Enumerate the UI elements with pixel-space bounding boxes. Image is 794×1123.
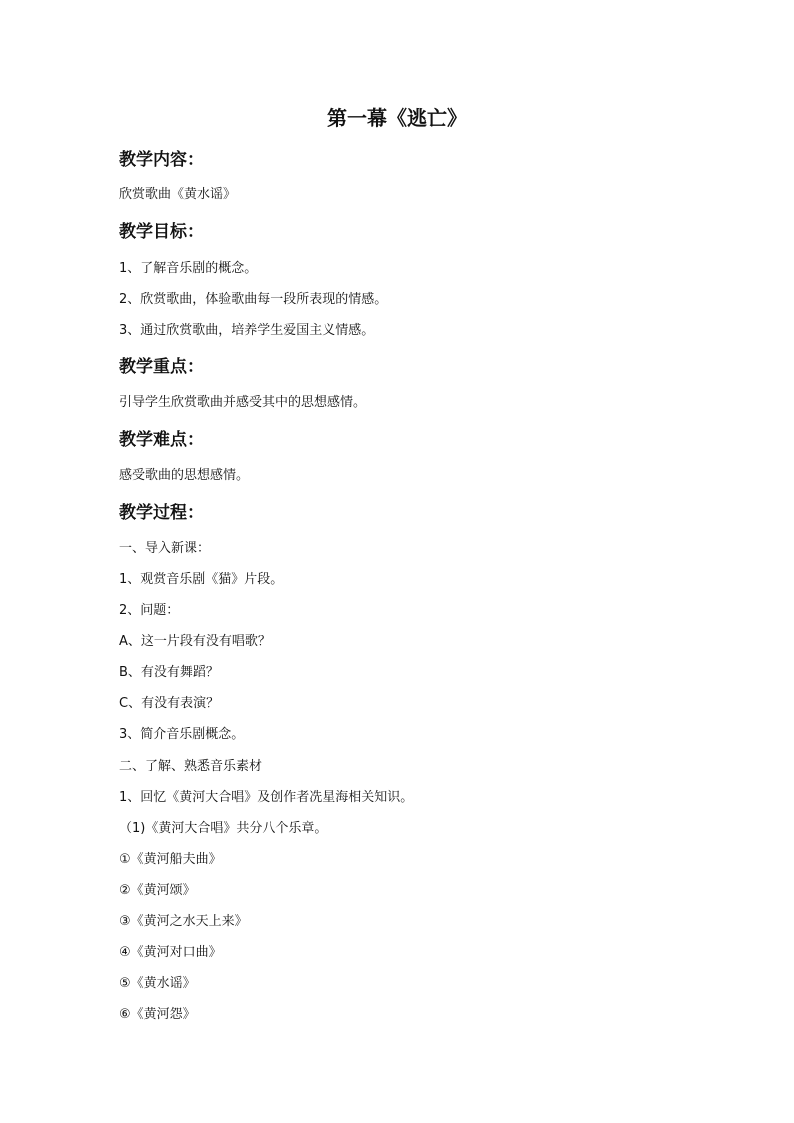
page-title: 第一幕《逃亡》 (327, 106, 467, 130)
key-points-text: 引导学生欣赏歌曲并感受其中的思想感情。 (119, 395, 367, 410)
heading-teaching-difficulties: 教学难点： (119, 430, 204, 450)
goal-item-1: 1、了解音乐剧的概念。 (119, 261, 258, 276)
process-line: ④《黄河对口曲》 (119, 945, 222, 960)
goal-item-2: 2、欣赏歌曲，体验歌曲每一段所表现的情感。 (119, 292, 388, 307)
process-line: 1、回忆《黄河大合唱》及创作者冼星海相关知识。 (119, 790, 414, 805)
process-line: 2、问题： (119, 603, 180, 618)
heading-teaching-process: 教学过程： (119, 503, 204, 523)
heading-teaching-key-points: 教学重点： (119, 357, 204, 377)
goal-item-3: 3、通过欣赏歌曲，培养学生爱国主义情感。 (119, 323, 375, 338)
process-line: C、有没有表演？ (119, 696, 220, 711)
process-line: ①《黄河船夫曲》 (119, 852, 222, 867)
heading-teaching-goals: 教学目标： (119, 222, 204, 242)
process-line: ⑥《黄河怨》 (119, 1007, 196, 1022)
process-line: ②《黄河颂》 (119, 883, 196, 898)
process-line: B、有没有舞蹈？ (119, 665, 219, 680)
process-line: 一、导入新课： (119, 541, 211, 556)
process-line: 3、简介音乐剧概念。 (119, 727, 245, 742)
process-line: ⑤《黄水谣》 (119, 976, 196, 991)
process-line: 二、了解、熟悉音乐素材 (119, 759, 263, 774)
difficulties-text: 感受歌曲的思想感情。 (119, 468, 250, 483)
process-line: 1、观赏音乐剧《猫》片段。 (119, 572, 284, 587)
teaching-content-text: 欣赏歌曲《黄水谣》 (119, 187, 237, 202)
heading-teaching-content: 教学内容： (119, 150, 204, 170)
process-line: A、这一片段有没有唱歌？ (119, 634, 271, 649)
process-line: ③《黄河之水天上来》 (119, 914, 248, 929)
process-line: （1)《黄河大合唱》共分八个乐章。 (119, 821, 328, 836)
